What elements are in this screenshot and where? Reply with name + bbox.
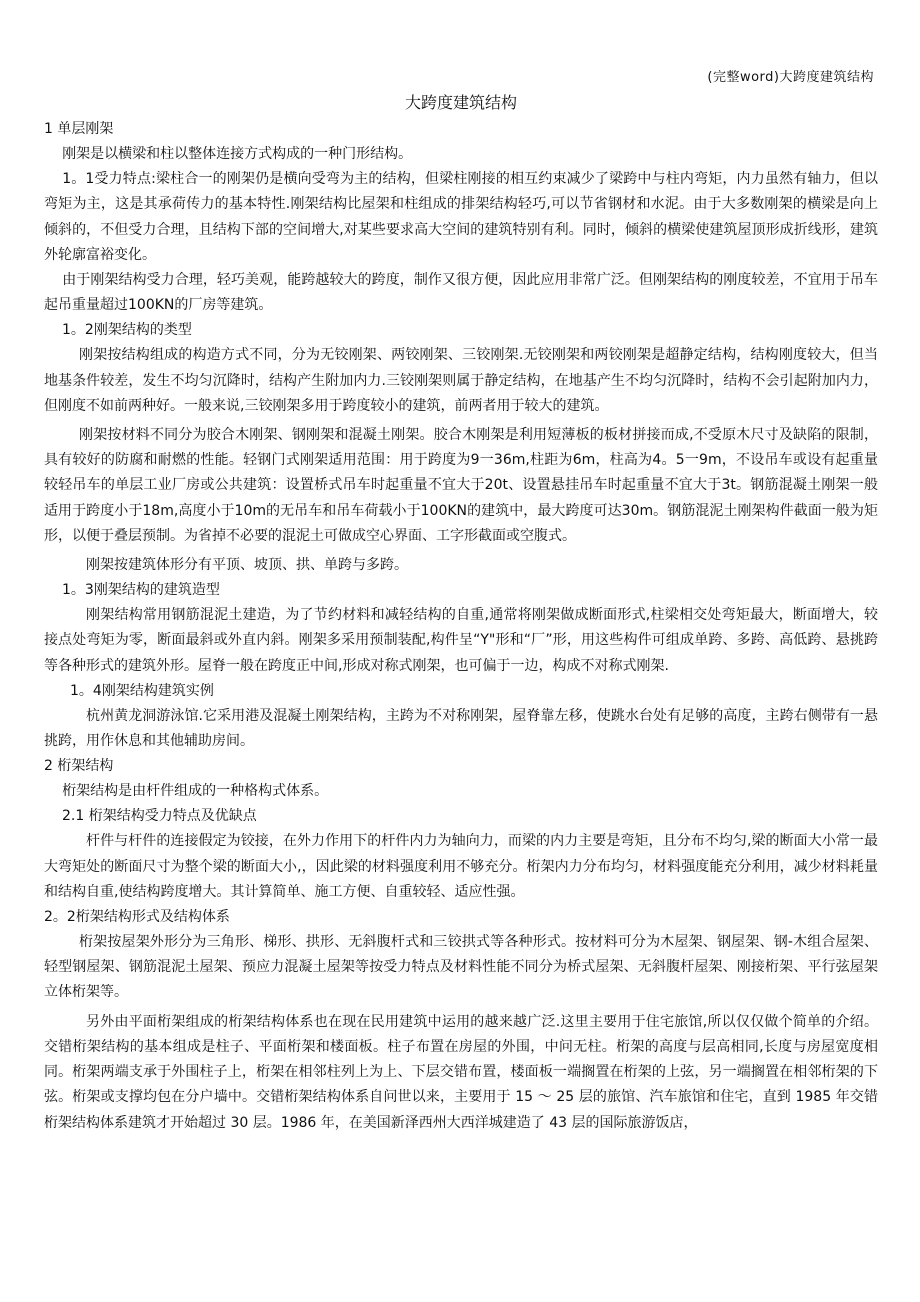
section-2-2-paragraph-2: 另外由平面桁架组成的桁架结构体系也在现在民用建筑中运用的越来越广泛.这里主要用于住宅旅馆,所以仅仅做个简单的介绍。交错桁架结构的基本组成是柱子、平面桁架和楼面板。柱子布置在房屋的外围，中问无柱。桁架的高度与层高相同,长度与房屋宽度相同。桁架两端支承于外围柱子上，桁架在相邻柱列上为上、下层交错布置，楼面板一端搁置在桁架的上弦，另一端搁置在相邻桁架的下弦。桁架或支撑均包在分户墙中。交错桁架结构体系自问世以来，主要用于 15 ～ 25 层的旅馆、汽车旅馆和住宅，直到 1985 年交错桁架结构体系建筑才开始超过 30 层。1986 年，在美国新泽西州大西洋城建造了 43 层的国际旅游饭店， bbox=[44, 1013, 878, 1131]
section-1-2-paragraph-2: 刚架按材料不同分为胶合木刚架、钢刚架和混凝土刚架。胶合木刚架是利用短薄板的板材拼接而成,不受原木尺寸及缺陷的限制，具有较好的防腐和耐燃的性能。轻钢门式刚架适用范围：用于跨度为9一36m,柱距为6m，柱高为4。5一9m，不设吊车或设有起重量较轻吊车的单层工业厂房或公共建筑：设置桥式吊车时起重量不宜大于20t、设置悬挂吊车时起重量不宜大于3t。钢筋混凝土刚架一般适用于跨度小于18m,高度小于10m的无吊车和吊车荷载小于100KN的建筑中，最大跨度可达30m。钢筋混泥土刚架构件截面一般为矩形，以便于叠层预制。为省掉不必要的混泥土可做成空心界面、工字形截面或空腹式。 bbox=[44, 427, 878, 544]
section-1-3-heading: 1。3刚架结构的建筑造型 bbox=[62, 582, 220, 599]
section-1-intro: 刚架是以横梁和柱以整体连接方式构成的一种门形结构。 bbox=[62, 146, 413, 162]
section-2-2-paragraph-1: 桁架按屋架外形分为三角形、梯形、拱形、无斜腹杆式和三铰拱式等各种形式。按材料可分为木屋架、钢屋架、钢-木组合屋架、轻型钢屋架、钢筋混泥土屋架、预应力混凝土屋架等按受力特点及材料性能不同分为桥式屋架、无斜腹杆屋架、刚接桁架、平行弦屋架立体桁架等。 bbox=[44, 934, 878, 1001]
section-2-2-heading: 2。2桁架结构形式及结构体系 bbox=[44, 909, 230, 926]
section-1-2-paragraph-3: 刚架按建筑体形分有平顶、坡顶、拱、单跨与多跨。 bbox=[86, 557, 408, 574]
section-2-heading: 2 桁架结构 bbox=[44, 758, 114, 775]
document-body bbox=[44, 90, 878, 1136]
section-2-1-heading: 2.1 桁架结构受力特点及优缺点 bbox=[62, 808, 257, 825]
section-1-4-heading: 1。4刚架结构建筑实例 bbox=[70, 682, 214, 699]
section-1-1-paragraph: 1。1受力特点:梁柱合一的刚架仍是横向受弯为主的结构，但梁柱刚接的相互约束减少了梁跨中与柱内弯矩，内力虽然有轴力，但以弯矩为主，这是其承荷传力的基本特性.刚架结构比屋架和柱组成的排架结构轻巧,可以节省钢材和水泥。由于大多数刚架的横梁是向上倾斜的，不但受力合理，且结构下部的空间增大,对某些要求高大空间的建筑特别有利。同时，倾斜的横梁使建筑屋顶形成折线形，建筑外轮廓富裕变化。 bbox=[44, 171, 878, 263]
section-1-4-paragraph-1: 杭州黄龙洞游泳馆.它采用港及混凝土刚架结构，主跨为不对称刚架，屋脊靠左移，使跳水台处有足够的高度，主跨右侧带有一悬挑跨，用作休息和其他辅助房间。 bbox=[44, 707, 878, 750]
document-header: (完整word)大跨度建筑结构 bbox=[707, 70, 874, 85]
section-1-3-paragraph-1: 刚架结构常用钢筋混泥土建造，为了节约材料和减轻结构的自重,通常将刚架做成断面形式,柱梁相交处弯矩最大，断面增大，较接点处弯矩为零，断面最斜或外直内斜。刚架多采用预制装配,构件呈“Y"形和“厂”形，用这些构件可组成单跨、多跨、高低跨、悬挑跨等各种形式的建筑外形。屋脊一般在跨度正中间,形成对称式刚架，也可偏于一边，构成不对称式刚架. bbox=[44, 607, 878, 674]
document-title: 大跨度建筑结构 bbox=[404, 93, 517, 112]
section-2-1-paragraph-1: 杆件与杆件的连接假定为铰接，在外力作用下的杆件内力为轴向力，而梁的内力主要是弯矩，且分布不均匀,梁的断面大小常一最大弯矩处的断面尺寸为整个梁的断面大小,，因此梁的材料强度利用不够充分。桁架内力分布均匀，材料强度能充分利用，减少材料耗量和结构自重,使结构跨度增大。其计算简单、施工方便、自重较轻、适应性强。 bbox=[44, 833, 878, 900]
section-1-1-paragraph-2: 由于刚架结构受力合理，轻巧美观，能跨越较大的跨度，制作又很方便，因此应用非常广泛。但刚架结构的刚度较差，不宜用于吊车起吊重量超过100KN的厂房等建筑。 bbox=[44, 272, 878, 314]
section-1-heading: 1 单层刚架 bbox=[44, 121, 114, 137]
section-2-intro: 桁架结构是由杆件组成的一种格构式体系。 bbox=[62, 783, 329, 800]
section-1-2-heading: 1。2刚架结构的类型 bbox=[62, 322, 192, 339]
section-1-2-paragraph-1: 刚架按结构组成的构造方式不同，分为无铰刚架、两铰刚架、三铰刚架.无铰刚架和两铰刚架是超静定结构，结构刚度较大，但当地基条件较差，发生不均匀沉降时，结构产生附加内力.三铰刚架则属于静定结构，在地基产生不均匀沉降时，结构不会引起附加内力，但刚度不如前两种好。一般来说,三铰刚架多用于跨度较小的建筑，前两者用于较大的建筑。 bbox=[44, 347, 878, 414]
